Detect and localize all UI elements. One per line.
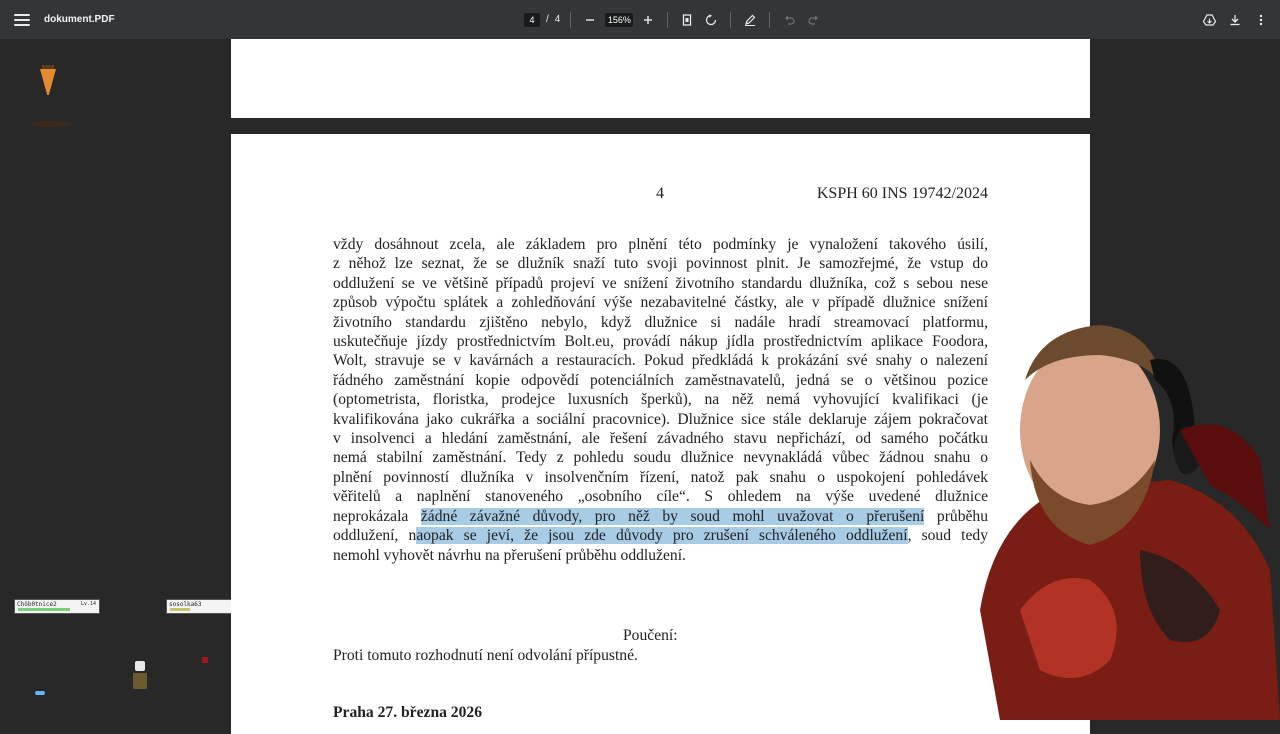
zoom-out-button[interactable]	[581, 11, 599, 29]
fit-page-icon	[681, 14, 693, 26]
text-segment: oddlužení, n	[333, 527, 417, 545]
rotate-button[interactable]	[702, 11, 720, 29]
date-line: Praha 27. března 2026	[333, 704, 482, 721]
toolbar-divider	[730, 12, 731, 28]
download-icon	[1229, 14, 1241, 26]
zoom-in-button[interactable]	[639, 11, 657, 29]
pen-icon	[744, 14, 756, 26]
body-paragraph	[333, 235, 988, 565]
text-line: z něhož lze seznat, že se dlužník snaží tuto svoji povinnost plnit. Je samozřejmé, že vstup do	[333, 255, 988, 273]
text-segment: , soud tedy	[907, 527, 988, 545]
fit-to-page-button[interactable]	[678, 11, 696, 29]
highlighted-text[interactable]: aopak se jeví, že jsou zde důvody pro zrušení schváleného oddlužení	[416, 527, 908, 545]
text-segment: neprokázala	[333, 507, 421, 525]
more-options-button[interactable]	[1252, 11, 1270, 29]
case-number: KSPH 60 INS 19742/2024	[816, 185, 988, 202]
toolbar-left	[14, 0, 115, 39]
drive-icon	[1203, 14, 1216, 26]
stream-overlay-left	[0, 39, 231, 720]
pdf-page-previous	[231, 39, 1090, 118]
document-title: dokument.PDF	[44, 14, 115, 25]
text-segment: průběhu	[924, 507, 989, 525]
text-line: Wolt, stravuje se v kavárnách a restauracích. Pokud předkládá k prokázání své snahy o nalezení	[333, 352, 988, 370]
undo-icon	[784, 14, 795, 25]
sprite-head	[135, 661, 145, 671]
text-line: kvalifikována jako cukrářka a sociální pracovnice). Dlužnice sice stále deklaruje zájem pokračovat	[333, 410, 988, 428]
text-line: oddlužení se ve většině případů projeví ve snížení životního standardu dlužníka, což s sebou nese	[333, 274, 988, 292]
download-button[interactable]	[1226, 11, 1244, 29]
text-line: způsob výpočtu splátek a zohledňování výše nezabavitelné částky, ale v případě dlužnice snížení	[333, 294, 988, 312]
zoom-input[interactable]: 156%	[605, 13, 633, 27]
page-number: 4	[656, 185, 664, 202]
text-line: nemá stabilní zaměstnání. Tedy z pohledu soudu dlužnice nevynakládá vůbec žádnou snahu o	[333, 449, 988, 467]
page-total: 4	[554, 14, 561, 25]
text-line: v insolvenci a hledání zaměstnání, ale řešení závadného stavu nepřichází, od samého počátku	[333, 430, 988, 448]
player-level: Lv.14	[80, 601, 96, 607]
minus-icon	[585, 15, 595, 25]
red-marker-icon	[202, 657, 208, 663]
hat-sprite-icon	[30, 121, 72, 127]
plus-icon	[643, 15, 653, 25]
page-separator: /	[546, 14, 549, 25]
redo-icon	[808, 14, 819, 25]
toolbar-divider	[570, 12, 571, 28]
menu-icon[interactable]	[14, 14, 30, 26]
drive-save-button[interactable]	[1200, 11, 1218, 29]
text-line: uskutečňuje jízdy prostřednictvím Bolt.eu, provádí nákup jídla prostřednictvím aplikace Foodora,	[333, 333, 988, 351]
text-line: (optometrista, floristka, prodejce luxusních šperků), na něž nemá vyhovující kvalifikaci (je	[333, 391, 988, 409]
text-line	[333, 507, 988, 526]
carrot-icon	[40, 69, 56, 95]
text-line: řádného zaměstnání kopie odpovědí potenciálních zaměstnavatelů, jedná se o většinou pozice	[333, 371, 988, 389]
annotate-button[interactable]	[741, 11, 759, 29]
more-vert-icon	[1259, 14, 1263, 26]
text-line: životního standardu zjištěno nebylo, když dlužnice si nadále hradí streamovací platformu,	[333, 313, 988, 331]
webcam-person-icon	[940, 310, 1280, 720]
page-number-input[interactable]: 4	[524, 13, 540, 27]
text-line: vždy dosáhnout zcela, ale základem pro plnění této podmínky je vynaložení takového úsilí,	[333, 236, 988, 253]
text-line: plnění povinností dlužníka v insolvenčním řízení, natož pak snahu o uspokojení pohledávek	[333, 468, 988, 486]
text-line	[333, 526, 988, 545]
player-hp-bar	[18, 608, 70, 611]
toolbar-right	[1200, 0, 1270, 39]
redo-button[interactable]	[804, 11, 822, 29]
pdf-toolbar	[0, 0, 1280, 39]
text-line: věřitelů a naplnění stanoveného „osobního cíle“. S ohledem na výše uvedené dlužnice	[333, 488, 988, 506]
instruction-heading: Poučení:	[623, 627, 678, 644]
toolbar-divider	[667, 12, 668, 28]
player-name: sosolka63	[169, 601, 202, 608]
undo-button[interactable]	[780, 11, 798, 29]
player-hp-bar	[170, 608, 190, 611]
highlighted-text[interactable]: žádné závažné důvody, pro něž by soud mohl uvažovat o přerušení	[420, 507, 925, 525]
player-name: Chöb0tnice2	[17, 601, 57, 608]
toolbar-divider	[769, 12, 770, 28]
instruction-text: Proti tomuto rozhodnutí není odvolání přípustné.	[333, 647, 638, 664]
text-line: nemohl vyhovět návrhu na přerušení průběhu oddlužení.	[333, 546, 686, 564]
character-sprite-icon	[130, 661, 150, 695]
toolbar-center	[524, 0, 822, 39]
sprite-body	[133, 673, 147, 689]
blue-marker-icon	[35, 691, 45, 695]
rotate-icon	[705, 14, 717, 26]
player-tag	[14, 599, 100, 614]
